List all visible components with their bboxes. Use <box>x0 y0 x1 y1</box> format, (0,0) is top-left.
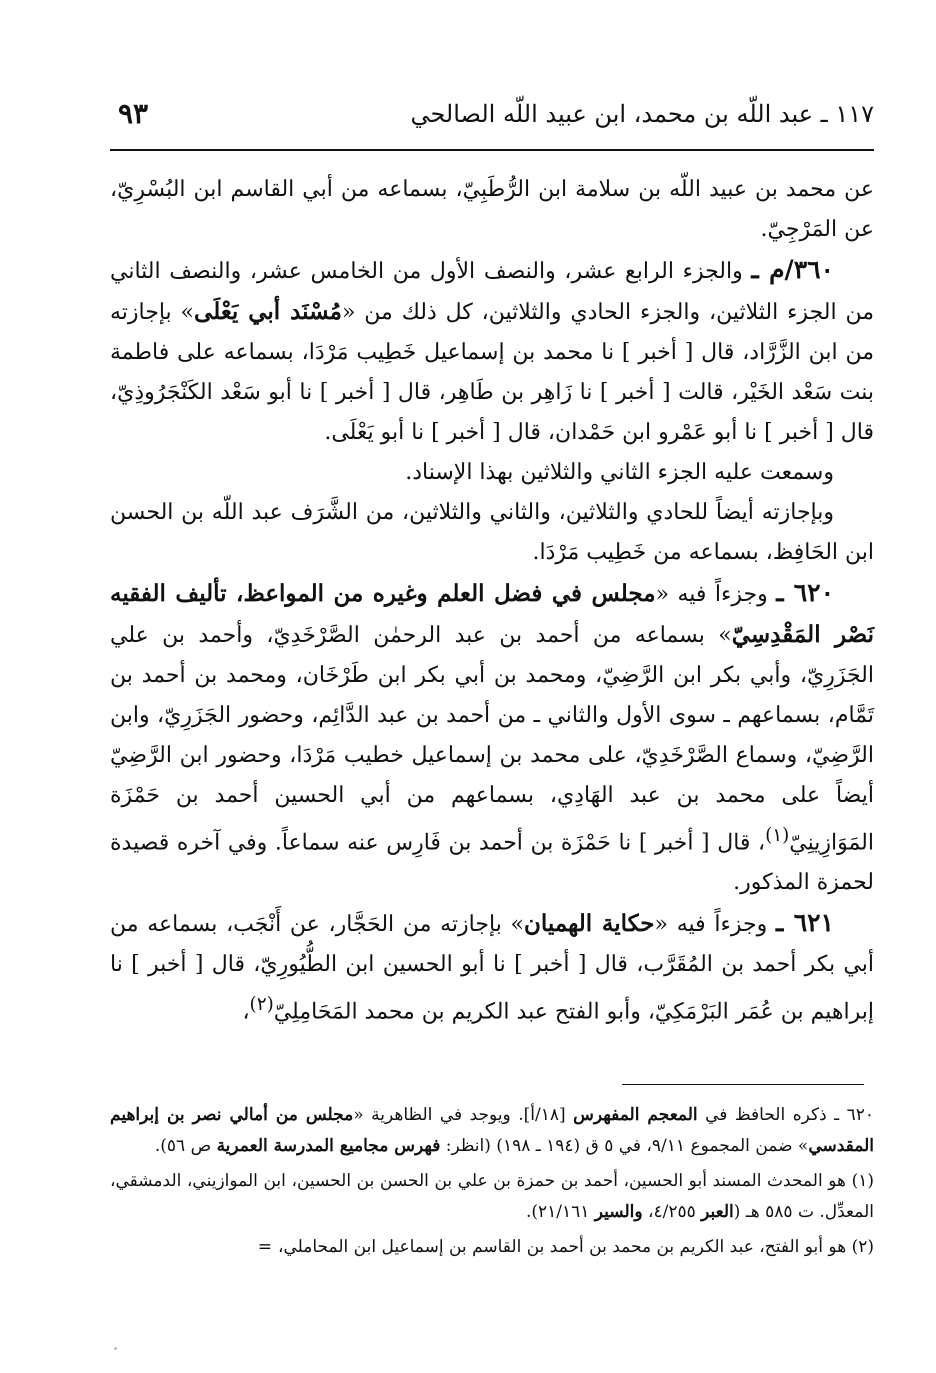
book-title: مُسْنَد أبي يَعْلَى <box>194 298 342 325</box>
page-number: ٩٣ <box>118 97 149 130</box>
print-speck <box>114 1347 117 1350</box>
footnote-text: [١٨/أ]. ويوجد في الظاهرية « <box>353 1105 574 1125</box>
paragraph <box>110 493 874 573</box>
continuation-mark: = <box>257 1237 272 1257</box>
footnote-ref[interactable]: (٢) <box>249 994 274 1016</box>
entry-621 <box>110 903 874 1032</box>
entry-360m <box>110 250 874 453</box>
entry-number: ٦٢٠ ـ <box>776 578 835 607</box>
paragraph <box>110 453 874 493</box>
entry-text: » بإجازته من الحَجَّار، عن أَنْجَب، بسماعه من أبي بكر أحمد بن المُقَرَّب، قال [ أخبر ] نا أبو الحسين ابن الطُّيُورِيّ، قال [ أخبر ] نا إبراهيم بن عُمَر البَرْمَكِيّ، وأبو الفتح عبد الكريم بن محمد المَحَامِلِيّ <box>110 912 874 1025</box>
running-header <box>110 94 874 134</box>
paragraph-text: وسمعت عليه الجزء الثاني والثلاثين بهذا الإسناد. <box>405 460 834 485</box>
footnote-book-title: المعجم المفهرس <box>573 1105 698 1125</box>
footnote-text: هو أبو الفتح، عبد الكريم بن محمد بن أحمد بن القاسم بن إسماعيل ابن المحاملي، <box>277 1237 852 1257</box>
footnote-book-title: والسير <box>594 1202 643 1222</box>
footnote-book-title: فهرس مجاميع المدرسة العمرية <box>216 1136 441 1156</box>
footnote-ref[interactable]: (١) <box>765 825 790 846</box>
paragraph-continuation <box>110 170 874 250</box>
entry-text: » بإجازته من ابن الزَّرَّاد، قال [ أخبر ] نا محمد بن إسماعيل خَطِيب مَرْدَا، بسماعه على فاطمة بنت سَعْد الخَيْر، قالت [ أخبر ] نا زَاهِر بن طَاهِر، قال [ أخبر ] نا أبو سَعْد الكَنْجَرُوذِيّ، قال [ أخبر ] نا أبو عَمْرو ابن حَمْدان، قال [ أخبر ] نا أبو يَعْلَى. <box>110 300 874 445</box>
footnote-number: (٢) <box>851 1237 874 1257</box>
work-title: حكاية الهميان <box>524 910 655 938</box>
entry-number: ٦٢١ ـ <box>775 908 834 938</box>
footnote-text: ٦٢٠ ـ ذكره الحافظ في <box>697 1105 874 1125</box>
work-title: مجلس في فضل العلم وغيره من المواعظ، تأليف الفقيه نَصْر المَقْدِسِيّ <box>110 580 875 648</box>
header-rule <box>110 149 874 151</box>
footnote-1 <box>110 1166 874 1228</box>
footnote-text: ٤/٢٥٥، <box>642 1202 702 1222</box>
entry-text: وجزءاً فيه « <box>654 912 768 938</box>
footnote-620 <box>110 1100 874 1162</box>
footnote-number: (١) <box>851 1171 874 1191</box>
entry-text: والجزء الرابع عشر، والنصف الأول من الخامس عشر، والنصف الثاني من الجزء الثلاثين، والجزء الحادي والثلاثين، كل ذلك من « <box>110 259 875 325</box>
footnotes <box>110 1100 874 1320</box>
entry-620 <box>110 573 874 903</box>
footnote-text: هو المحدث المسند أبو الحسين، أحمد بن حمزة بن علي بن الحسن بن الحسين، ابن الموازيني، الدمشقي، المعدِّل. ت ٥٨٥ هـ ( <box>110 1171 874 1222</box>
footnote-text: » ضمن المجموع ٩/١١، في ٥ ق (١٩٤ ـ ١٩٨) (انظر: <box>440 1136 809 1156</box>
main-text <box>110 170 875 1025</box>
footnote-text: ٢١/١٦١). <box>525 1202 595 1222</box>
footnote-separator <box>622 1084 864 1085</box>
footnote-book-title: العبر <box>701 1202 734 1222</box>
footnote-book-title: مجلس من أمالي نصر بن إبراهيم المقدسي <box>110 1105 874 1156</box>
footnote-2 <box>110 1232 874 1263</box>
paragraph-text: عن محمد بن عبيد اللّه بن سلامة ابن الرُّطَبِيّ، بسماعه من أبي القاسم ابن البُسْرِيّ، عن المَرْجِيّ. <box>110 177 874 242</box>
paragraph-text: وبإجازته أيضاً للحادي والثلاثين، والثاني والثلاثين، من الشَّرَف عبد اللّه بن الحسن ابن الحَافِظ، بسماعه من خَطِيب مَرْدَا. <box>110 500 874 565</box>
entry-text: وجزءاً فيه « <box>655 582 768 607</box>
entry-text: ، <box>242 999 250 1025</box>
chapter-title: ١١٧ ـ عبد اللّه بن محمد، ابن عبيد اللّه الصالحي <box>410 100 874 128</box>
entry-text: » بسماعه من أحمد بن عبد الرحمٰن الصَّرْخَدِيّ، وأحمد بن علي الجَزَرِيّ، وأبي بكر ابن الرَّضِيّ، ومحمد بن أبي بكر ابن طَرْخَان، ومحمد بن أحمد بن تَمَّام، بسماعهم ـ سوى الأول والثاني ـ من أحمد بن عبد الدَّائِم، وحضور الجَزَرِيّ، وابن الرَّضِيّ، وسماع الصَّرْخَدِيّ، على محمد بن إسماعيل خطيب مَرْدَا، وحضور ابن الرَّضِيّ أيضاً على محمد بن عبد الهَادِي، بسماعهم من أبي الحسين أحمد بن حَمْزَة المَوَازِينِيّ <box>110 623 874 856</box>
entry-text: ، قال [ أخبر ] نا حَمْزَة بن أحمد بن فَارِس عنه سماعاً. وفي آخره قصيدة لحمزة المذكور. <box>110 830 874 896</box>
footnote-text: ص ٥٦). <box>154 1136 217 1156</box>
entry-number: ٣٦٠/م ـ <box>751 255 834 284</box>
